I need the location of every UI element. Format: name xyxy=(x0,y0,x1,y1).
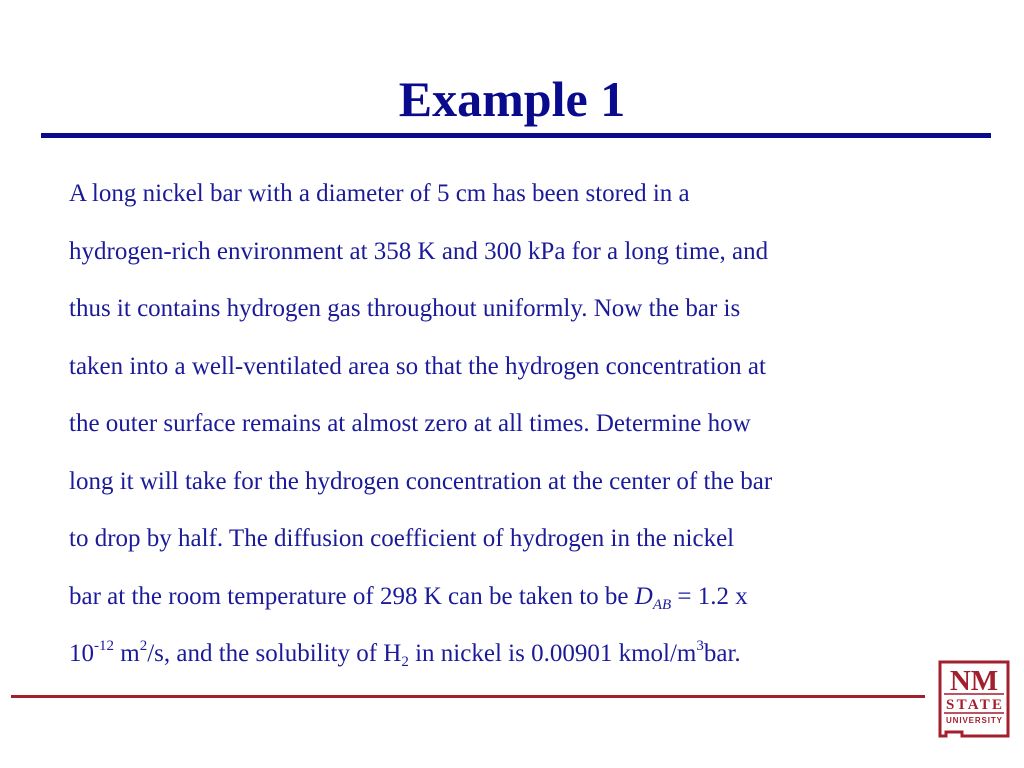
logo-nm-text: NM xyxy=(949,665,999,697)
slide-title: Example 1 xyxy=(398,71,626,127)
hydrogen-subscript: 2 xyxy=(401,654,409,670)
unit-m3-exponent: 3 xyxy=(696,638,704,654)
line9-end: bar. xyxy=(703,640,741,667)
line9-text-2: in nickel is 0.00901 kmol/m xyxy=(408,640,697,667)
line9-text: /s, and the solubility of H xyxy=(147,640,402,667)
nmsu-logo xyxy=(938,660,1010,738)
line8-value: = 1.2 x xyxy=(671,582,748,610)
logo-state-text: STATE xyxy=(946,697,1002,713)
problem-line-9 xyxy=(69,625,979,683)
problem-line-1: A long nickel bar with a diameter of 5 cm has been stored in a xyxy=(69,180,690,207)
footer-divider xyxy=(11,695,925,698)
problem-line-7: to drop by half. The diffusion coefficient of hydrogen in the nickel xyxy=(69,525,735,552)
logo-university-text: UNIVERSITY xyxy=(946,716,1002,725)
problem-line-2: hydrogen-rich environment at 358 K and 300 kPa for a long time, and xyxy=(69,237,769,265)
unit-m: m xyxy=(114,640,140,667)
diffusion-subscript: AB xyxy=(652,596,672,613)
problem-statement xyxy=(69,165,979,683)
problem-line-5: the outer surface remains at almost zero at all times. Determine how xyxy=(69,410,751,437)
power-base: 10 xyxy=(69,640,94,667)
title-divider xyxy=(41,133,991,138)
diffusion-symbol: D xyxy=(634,582,653,610)
problem-line-3: thus it contains hydrogen gas throughout uniformly. Now the bar is xyxy=(69,295,741,322)
problem-line-6: long it will take for the hydrogen concentration at the center of the bar xyxy=(69,467,773,495)
unit-m-exponent: 2 xyxy=(139,638,148,654)
problem-line-4: taken into a well-ventilated area so that the hydrogen concentration at xyxy=(69,352,766,380)
line8-text: bar at the room temperature of 298 K can be taken to be xyxy=(69,582,635,610)
power-exponent: -12 xyxy=(94,638,114,654)
problem-line-8 xyxy=(69,568,979,626)
